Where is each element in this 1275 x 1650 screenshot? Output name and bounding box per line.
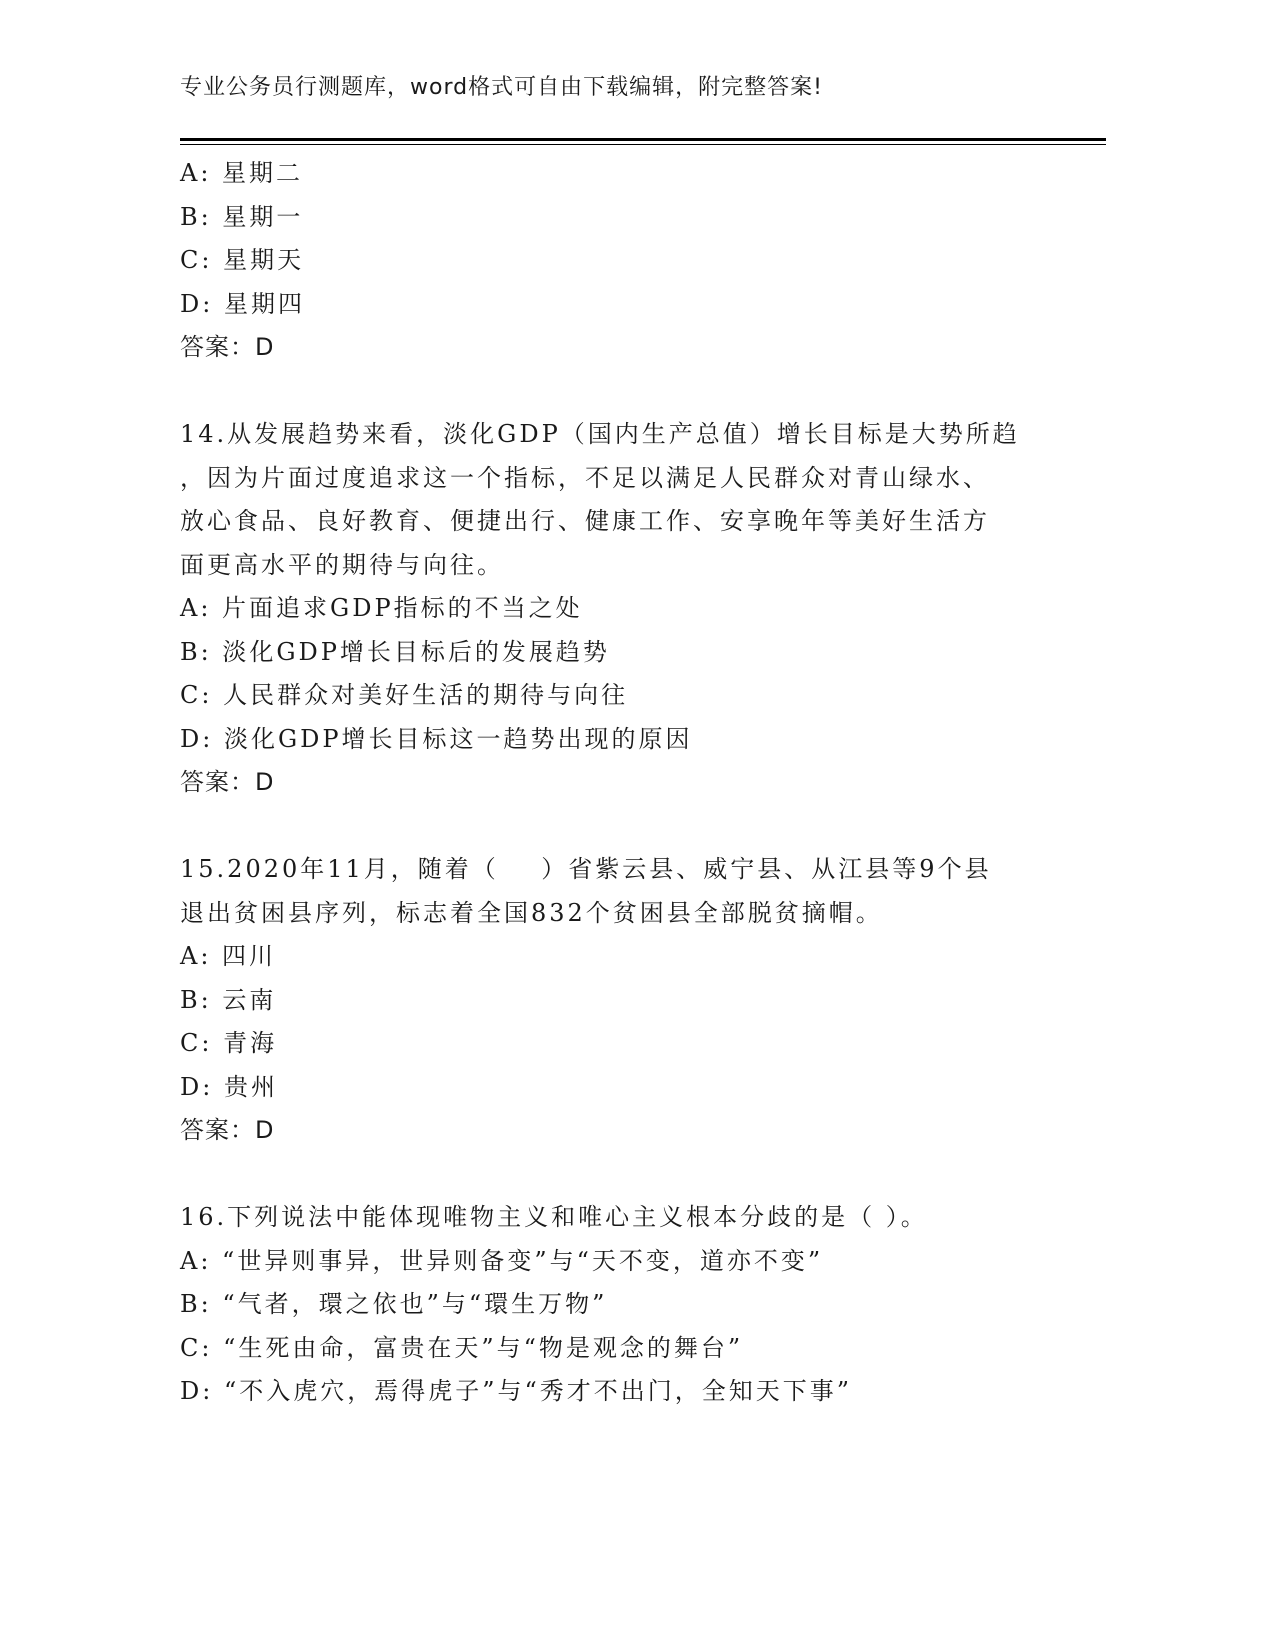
option-d: D: 星期四: [180, 289, 305, 318]
spacer: [180, 370, 1040, 414]
spacer: [180, 1153, 1040, 1197]
answer: 答案：D: [180, 768, 275, 796]
option-d: D: 淡化GDP增长目标这一趋势出现的原因: [180, 724, 693, 753]
question-14: [180, 413, 1040, 805]
answer: 答案：D: [180, 1116, 275, 1144]
option-b: B: 云南: [180, 985, 277, 1014]
option-a: A: 四川: [180, 942, 277, 970]
page-header: 专业公务员行测题库，word格式可自由下载编辑，附完整答案!: [180, 75, 823, 100]
answer: 答案：D: [180, 333, 275, 361]
question-16: [180, 1196, 1040, 1414]
option-b: B: 淡化GDP增长目标后的发展趋势: [180, 637, 610, 666]
option-d: D: “不入虎穴，焉得虎子”与“秀才不出门，全知天下事”: [180, 1377, 853, 1405]
option-a: A: “世异则事异，世异则备变”与“天不变，道亦不变”: [180, 1246, 824, 1275]
question-stem-line: 退出贫困县序列，标志着全国832个贫困县全部脱贫摘帽。: [180, 898, 883, 927]
header-rule-thin: [180, 144, 1106, 145]
question-stem-line: ，因为片面过度追求这一个指标，不足以满足人民群众对青山绿水、: [180, 463, 990, 492]
option-d: D: 贵州: [180, 1072, 278, 1101]
question-stem-line: 16.下列说法中能体现唯物主义和唯心主义根本分歧的是（ ）。: [180, 1203, 928, 1231]
option-b: B: “气者，環之依也”与“環生万物”: [180, 1290, 608, 1318]
option-c: C: “生死由命，富贵在天”与“物是观念的舞台”: [180, 1333, 744, 1362]
question-stem-line: 面更高水平的期待与向往。: [180, 550, 504, 579]
option-a: A: 星期二: [180, 159, 304, 187]
option-c: C: 青海: [180, 1029, 278, 1057]
option-c: C: 星期天: [180, 246, 305, 274]
option-a: A: 片面追求GDP指标的不当之处: [180, 594, 583, 622]
question-stem-line: 14.从发展趋势来看，淡化GDP（国内生产总值）增长目标是大势所趋: [180, 420, 1020, 448]
question-stem-line: 放心食品、良好教育、便捷出行、健康工作、安享晚年等美好生活方: [180, 507, 990, 535]
header-rule-thick: [180, 138, 1106, 141]
question-stem-line: 15.2020年11月，随着（ ）省紫云县、威宁县、从江县等9个县: [180, 855, 992, 883]
option-b: B: 星期一: [180, 202, 304, 231]
option-c: C: 人民群众对美好生活的期待与向往: [180, 681, 629, 709]
question-content: [180, 152, 1040, 1414]
prev-question: [180, 152, 1040, 370]
question-15: [180, 848, 1040, 1153]
spacer: [180, 805, 1040, 849]
